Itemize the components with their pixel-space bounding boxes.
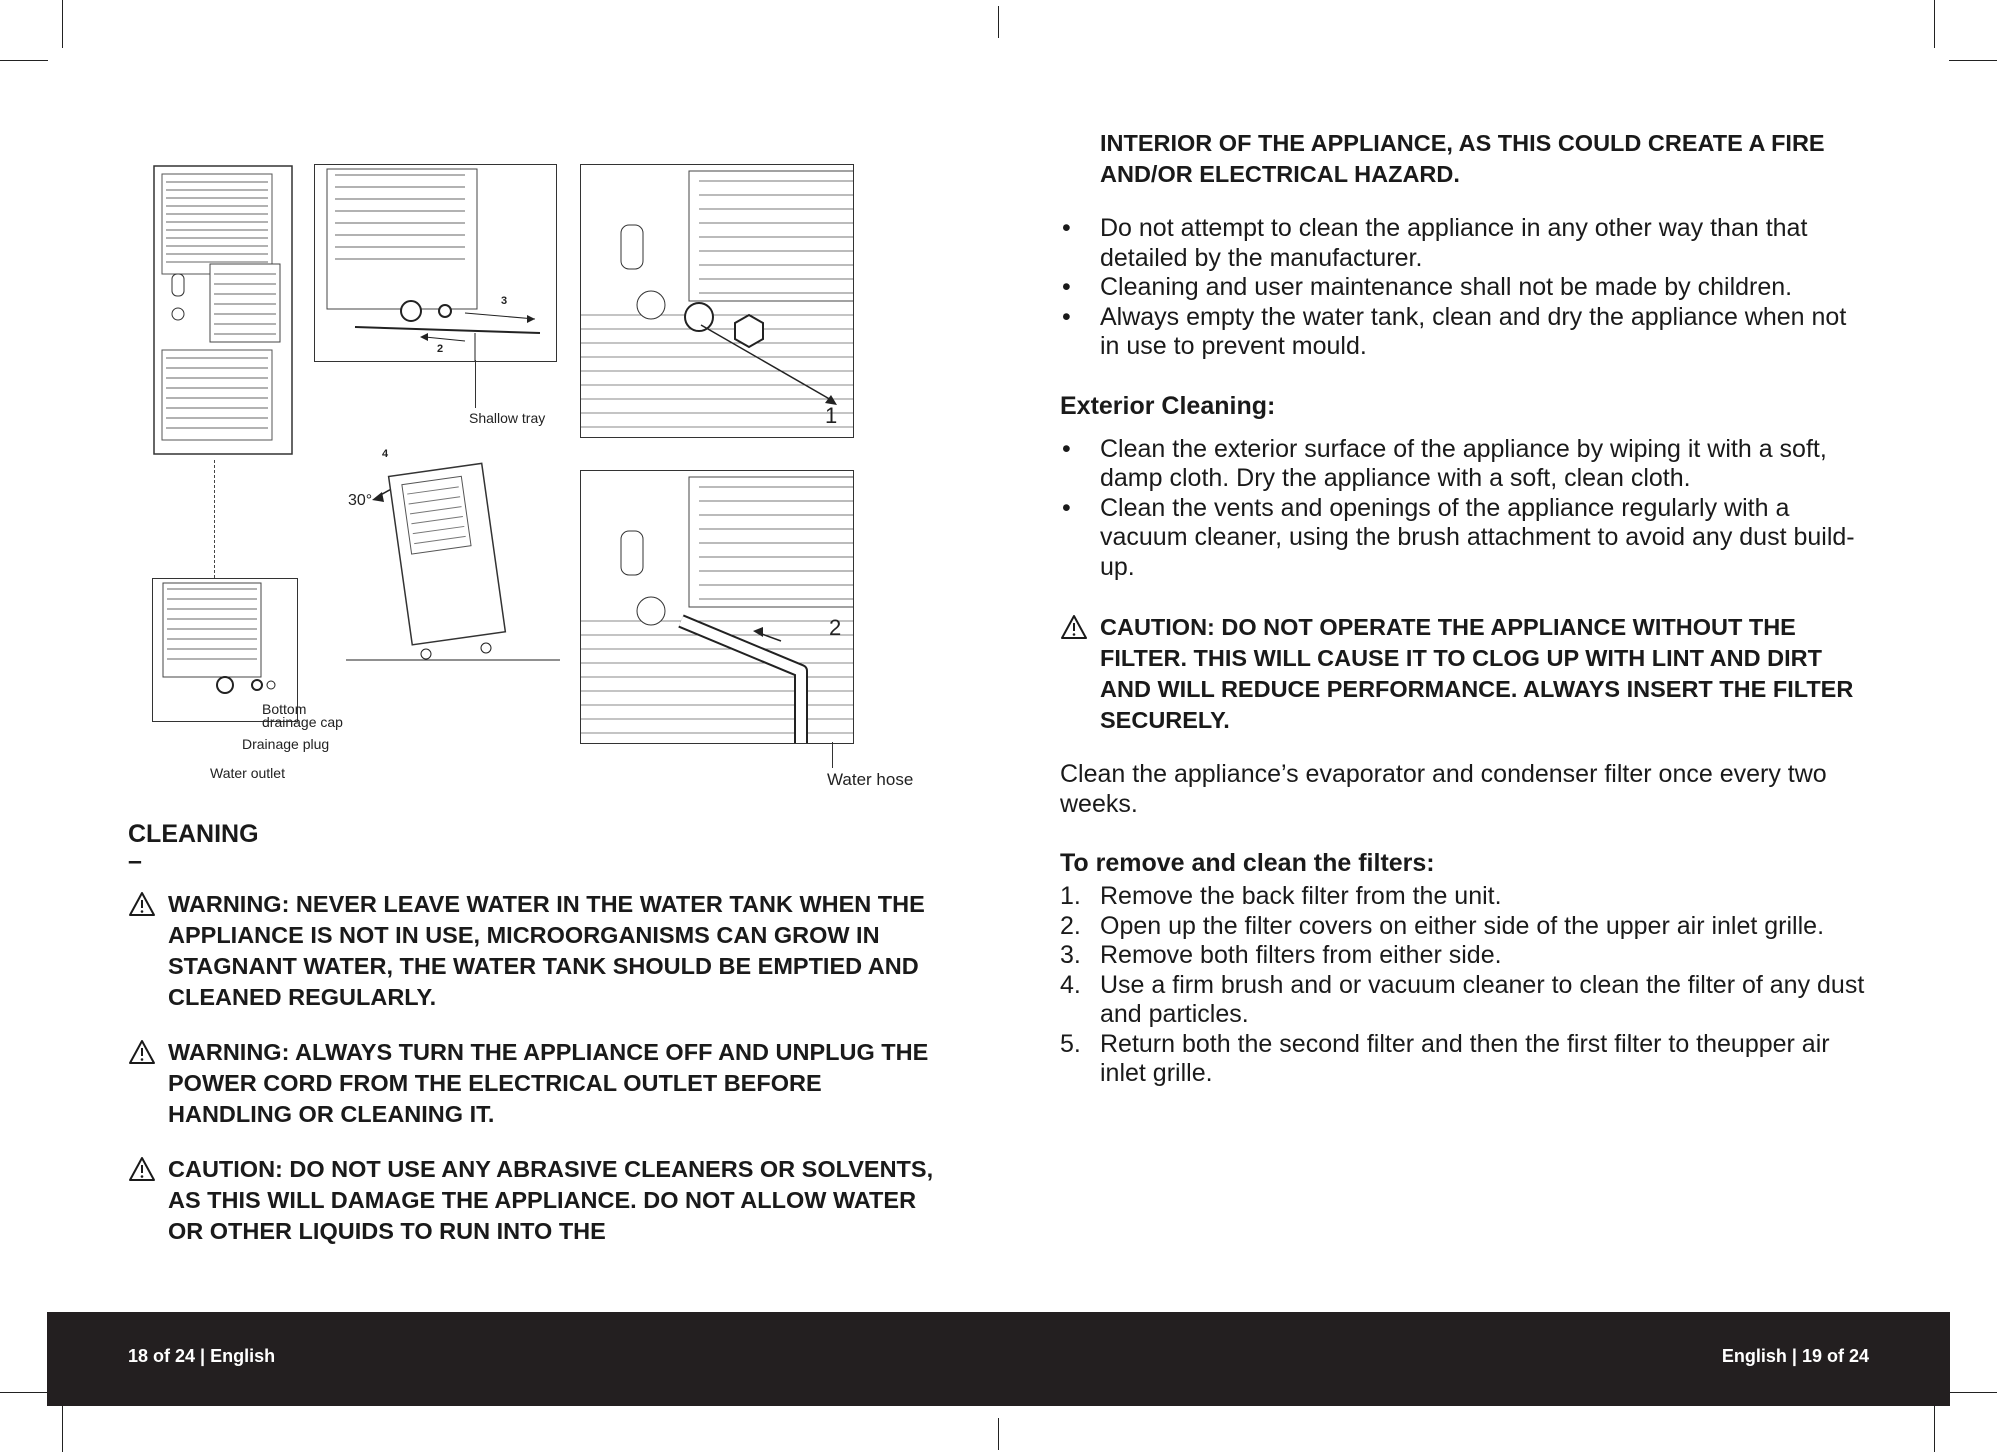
tilted-unit-drawing	[346, 448, 560, 664]
step-number: 5.	[1060, 1029, 1081, 1058]
shallow-tray-leader	[475, 360, 476, 408]
list-item: • Clean the vents and openings of the appliance regularly with a vacuum cleaner, using the brush attachment to avoid any dust build-up.	[1060, 494, 1870, 583]
crop-mark	[1949, 60, 1997, 61]
dashed-connector	[214, 460, 215, 578]
shallow-tray-illustration	[314, 164, 557, 362]
general-cleaning-list	[1060, 214, 1870, 362]
crop-mark	[998, 6, 999, 38]
unit-front-drawing	[152, 164, 294, 456]
remove-filters-heading: To remove and clean the filters:	[1060, 849, 1435, 877]
cleaning-heading: CLEANING	[128, 820, 259, 848]
list-item	[1060, 1030, 1870, 1089]
step-2-label: 2	[829, 615, 842, 640]
bottom-drainage-drawing	[153, 579, 297, 721]
warning-water-tank	[128, 889, 948, 1013]
right-column	[1060, 128, 1870, 1089]
warning-triangle-icon	[128, 1154, 168, 1187]
list-item: • Cleaning and user maintenance shall not be made by children.	[1060, 273, 1870, 303]
footer-page-right: English | 19 of 24	[1721, 1346, 1869, 1366]
crop-mark	[998, 1418, 999, 1450]
list-item: • Clean the exterior surface of the appliance by wiping it with a soft, damp cloth. Dry the appliance with a soft, clean cloth.	[1060, 435, 1870, 494]
crop-mark	[62, 1404, 63, 1452]
crop-mark	[1949, 1392, 1997, 1393]
step-text: Open up the filter covers on either side of the upper air inlet grille.	[1100, 911, 1825, 940]
back-grille-step-1-drawing	[581, 165, 853, 437]
back-grille-step-1-illustration	[580, 164, 854, 438]
back-grille-step-2-drawing	[581, 471, 853, 743]
filter-frequency-text: Clean the appliance’s evaporator and condenser filter once every two weeks.	[1060, 760, 1827, 818]
tilt-angle-label: 30°	[348, 492, 373, 509]
warning-unplug	[128, 1037, 948, 1130]
step-number: 2.	[1060, 911, 1081, 940]
filter-steps-list	[1060, 882, 1870, 1089]
unit-front-illustration	[152, 164, 294, 456]
tilted-unit-illustration	[346, 448, 560, 664]
caution-abrasive	[128, 1154, 948, 1247]
step-number: 1.	[1060, 882, 1081, 910]
water-hose-leader	[832, 742, 833, 768]
water-hose-label: Water hose	[827, 770, 914, 789]
footer-page-left: 18 of 24 | English	[128, 1346, 276, 1366]
exterior-cleaning-heading: Exterior Cleaning:	[1060, 391, 1276, 420]
warning-triangle-icon	[128, 1037, 168, 1070]
list-item: • Always empty the water tank, clean and dry the appliance when not in use to prevent mould.	[1060, 303, 1870, 362]
back-grille-step-2-illustration	[580, 470, 854, 744]
step-number: 4.	[1060, 970, 1081, 999]
caution-continued: INTERIOR OF THE APPLIANCE, AS THIS COULD CREATE A FIRE AND/OR ELECTRICAL HAZARD.	[1100, 130, 1825, 187]
warning-text: WARNING: NEVER LEAVE WATER IN THE WATER TANK WHEN THE APPLIANCE IS NOT IN USE, MICROORGANISMS CAN GROW IN STAGNANT WATER, THE WATER TANK SHOULD BE EMPTIED AND CLEANED REGULARLY.	[168, 891, 925, 1010]
warning-text: WARNING: ALWAYS TURN THE APPLIANCE OFF AND UNPLUG THE POWER CORD FROM THE ELECTRICAL OUTLET BEFORE HANDLING OR CLEANING IT.	[168, 1039, 929, 1127]
warning-triangle-icon	[1060, 612, 1100, 645]
shallow-tray-drawing	[315, 165, 556, 361]
list-item: • Do not attempt to clean the appliance in any other way than that detailed by the manufacturer.	[1060, 214, 1870, 273]
exterior-cleaning-list	[1060, 435, 1870, 583]
step-3-label: 3	[501, 295, 508, 307]
caution-filter	[1060, 612, 1870, 736]
step-4-label: 4	[382, 448, 389, 460]
caution-text: CAUTION: DO NOT USE ANY ABRASIVE CLEANERS OR SOLVENTS, AS THIS WILL DAMAGE THE APPLIANCE. DO NOT ALLOW WATER OR OTHER LIQUIDS TO RUN INTO THE	[168, 1156, 934, 1244]
step-1-label: 1	[825, 403, 838, 428]
step-number: 3.	[1060, 941, 1081, 969]
list-item	[1060, 971, 1870, 1030]
caution-text: CAUTION: DO NOT OPERATE THE APPLIANCE WITHOUT THE FILTER. THIS WILL CAUSE IT TO CLOG UP WITH LINT AND DIRT AND WILL REDUCE PERFORMANCE. ALWAYS INSERT THE FILTER SECURELY.	[1100, 614, 1854, 733]
list-item	[1060, 882, 1870, 912]
step-text: Remove the back filter from the unit.	[1100, 882, 1502, 910]
heading-dash: –	[128, 847, 142, 875]
water-outlet-label: Water outlet	[210, 765, 285, 781]
step-text: Return both the second filter and then the first filter to theupper air inlet grille.	[1100, 1029, 1830, 1087]
list-item	[1060, 912, 1870, 942]
warning-triangle-icon	[128, 889, 168, 922]
shallow-tray-label: Shallow tray	[469, 410, 546, 426]
crop-mark	[0, 1392, 48, 1393]
step-2-small-label: 2	[437, 343, 444, 355]
crop-mark	[1934, 1404, 1935, 1452]
step-text: Use a firm brush and or vacuum cleaner to clean the filter of any dust and particles.	[1100, 970, 1865, 1028]
list-item	[1060, 941, 1870, 971]
step-text: Remove both filters from either side.	[1100, 941, 1502, 969]
page-footer	[47, 1312, 1950, 1406]
crop-mark	[0, 60, 48, 61]
crop-mark	[62, 0, 63, 48]
drainage-plug-label: Drainage plug	[242, 736, 330, 752]
left-column	[128, 820, 948, 1271]
bottom-drainage-cap-label: Bottom drainage cap	[262, 701, 343, 730]
crop-mark	[1934, 0, 1935, 48]
